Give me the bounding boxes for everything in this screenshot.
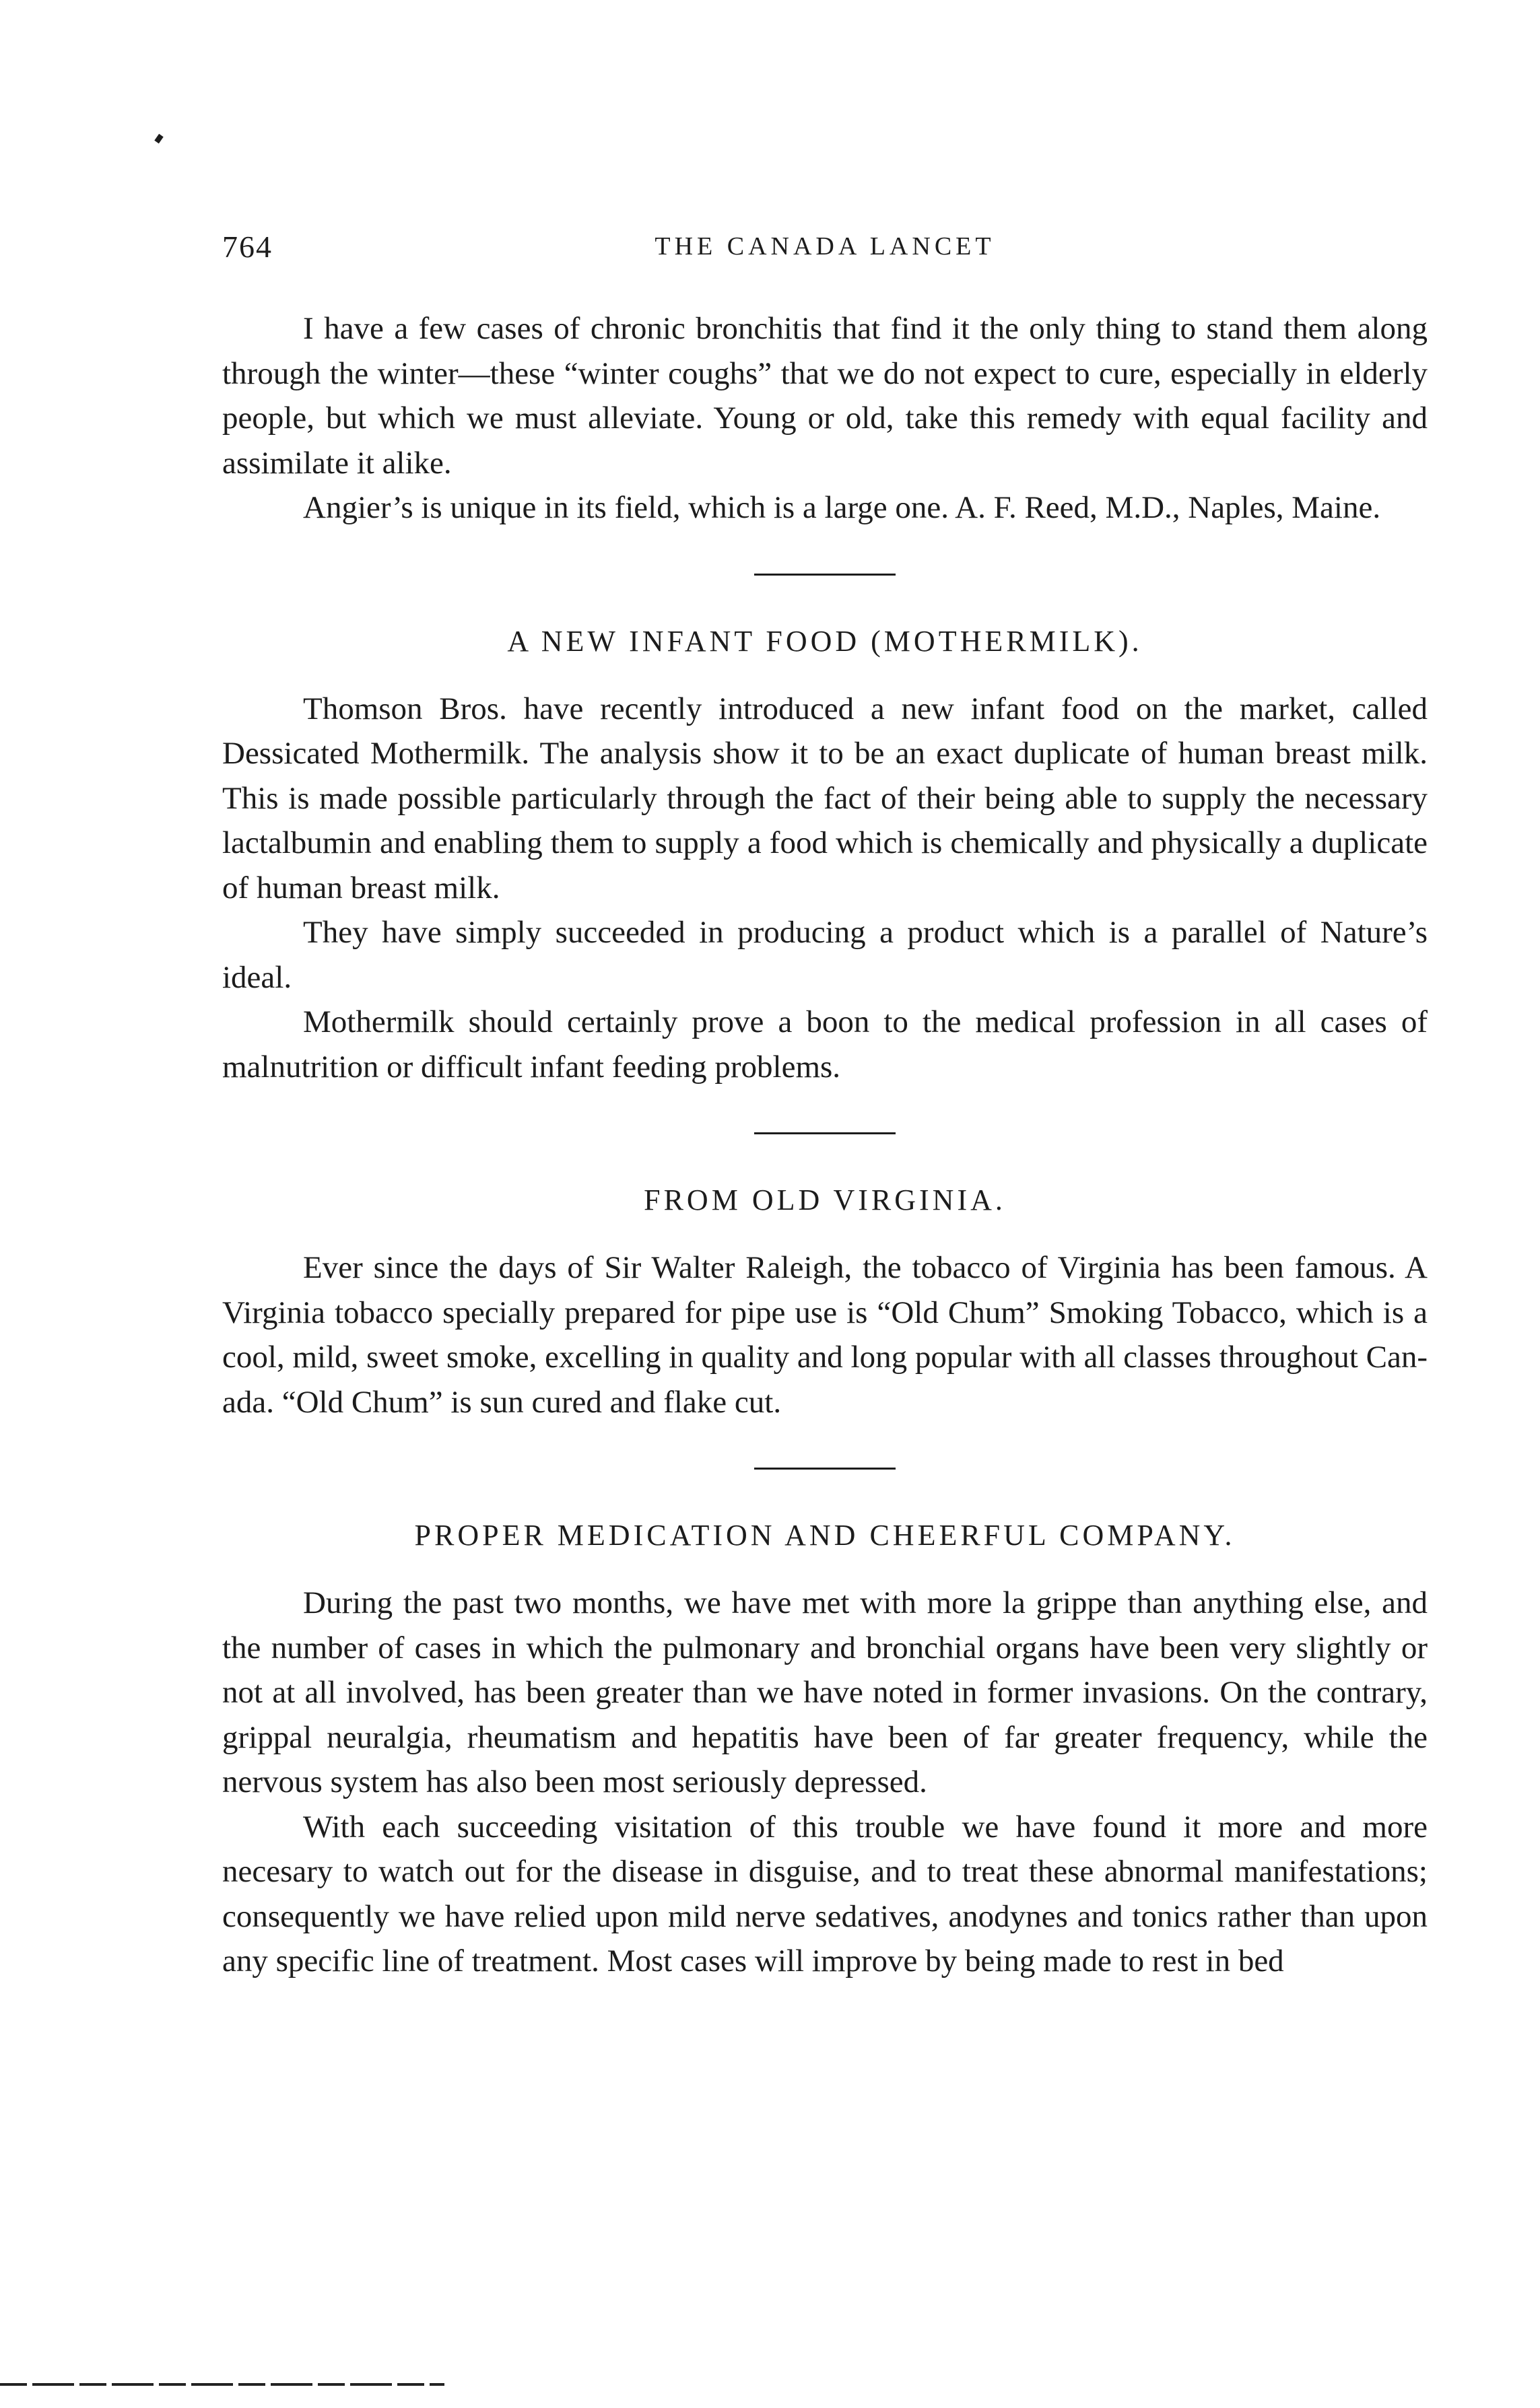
infant-food-paragraph-3: Mothermilk should certainly prove a boon to the medical profession in all cases of malnutrition or difficult infant feeding problems. [222,1004,1428,1085]
page-number: 764 [222,230,273,264]
section-title-infant-food: A NEW INFANT FOOD (MOTHERMILK). [507,624,1143,658]
intro-paragraph-1: I have a few cases of chronic bronchitis that find it the only thing to stand them along through the winter—these “winter coughs” that we do not expect to cure, especially in elderly people, but which we must alleviate. Young or old, take this remedy with equal facility and assimilate it alike. [222,311,1428,481]
section-divider [754,1132,896,1134]
page-header [222,229,1428,276]
infant-food-paragraph-2: They have simply succeeded in producing a product which is a parallel of Nature’s ideal. [222,915,1428,995]
proper-medication-paragraph-2: With each succeeding visitation of this trouble we have found it more and more necesary to watch out for the disease in disguise, and to treat these abnormal manifestations; consequently we have relied upon mild nerve sedatives, anodynes and tonics rather than upon any specific line of treatment. Most cases will improve by being made to rest in bed [222,1809,1428,1979]
section-title-proper-medication: PROPER MEDICATION AND CHEERFUL COMPANY. [414,1519,1236,1552]
infant-food-paragraph-1: Thomson Bros. have recently introduced a new infant food on the market, called Dessicated Mothermilk. The analysis show it to be an exact duplicate of human breast milk. This is made possible particularly through the fact of their being able to supply the necessary lactalbumin and enabling them to supply a food which is chemically and physically a duplicate of human breast milk. [222,691,1428,905]
text-column [222,306,1428,1984]
ink-speck [154,134,163,143]
bottom-edge-rule [0,2383,444,2386]
old-virginia-paragraph-1: Ever since the days of Sir Walter Raleigh, the tobacco of Virginia has been famous. A Virginia tobacco specially prepared for pipe use is “Old Chum” Smoking Tobacco, which is a cool, mild, sweet smoke, excelling in quality and long popular with all classes throughout Canada. “Old Chum” is sun cured and flake cut. [222,1250,1428,1420]
section-divider [754,574,896,576]
proper-medication-paragraph-1: During the past two months, we have met with more la grippe than anything else, and the number of cases in which the pulmonary and bronchial organs have been very slightly or not at all involved, has been greater than we have noted in former invasions. On the contrary, grippal neuralgia, rheumatism and hepatitis have been of far greater frequency, while the nervous system has also been most seriously depressed. [222,1585,1428,1799]
section-divider [754,1468,896,1470]
intro-paragraph-2: Angier’s is unique in its field, which is a large one. A. F. Reed, M.D., Naples, Maine. [303,490,1381,525]
section-title-old-virginia: FROM OLD VIRGINIA. [644,1183,1006,1216]
running-title: THE CANADA LANCET [655,232,995,261]
